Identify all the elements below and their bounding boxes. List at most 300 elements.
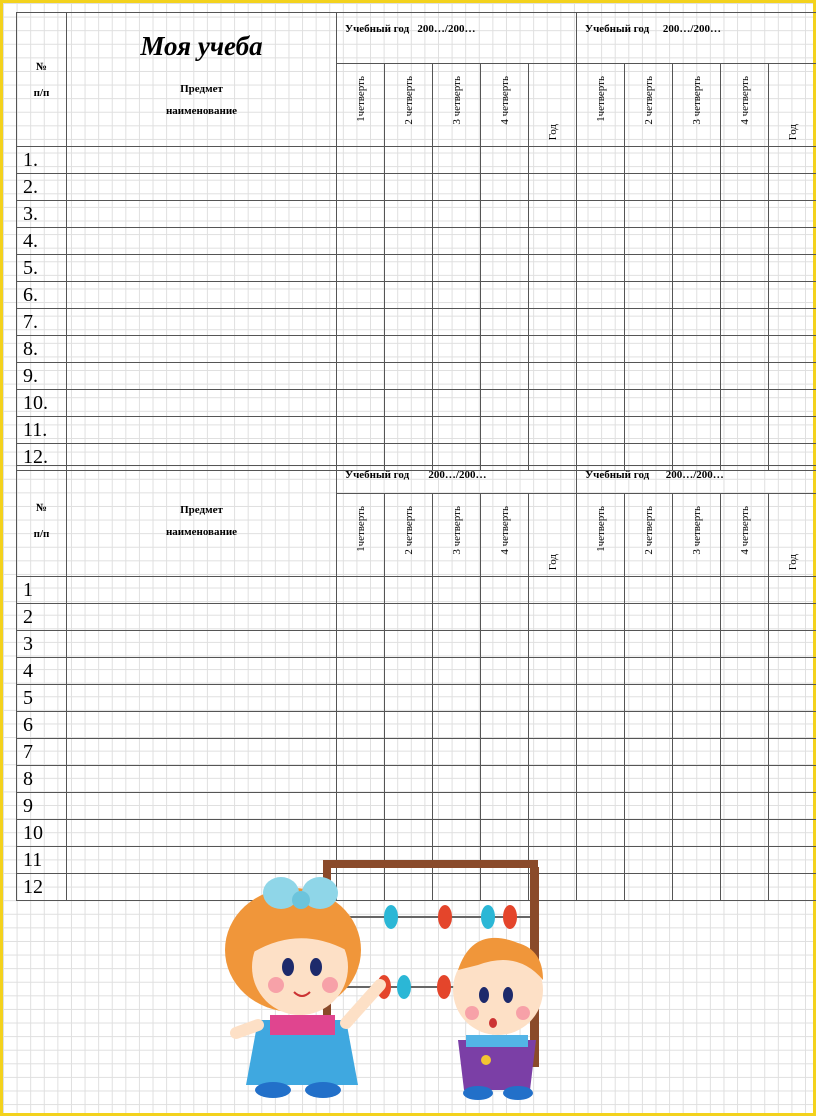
grade-cell[interactable] bbox=[673, 766, 721, 793]
row-number: 7. bbox=[17, 309, 67, 336]
grade-cell[interactable] bbox=[385, 282, 433, 309]
grade-cell[interactable] bbox=[625, 228, 673, 255]
grade-cell[interactable] bbox=[769, 336, 816, 363]
number-header-symbol: № bbox=[35, 502, 48, 514]
subject-cell[interactable] bbox=[67, 174, 337, 201]
grade-cell[interactable] bbox=[721, 282, 769, 309]
grade-cell[interactable] bbox=[625, 309, 673, 336]
grade-cell[interactable] bbox=[577, 417, 625, 444]
grade-cell[interactable] bbox=[385, 390, 433, 417]
grade-cell[interactable] bbox=[721, 820, 769, 847]
table-row bbox=[17, 685, 816, 712]
grade-cell[interactable] bbox=[721, 147, 769, 174]
grade-cell[interactable] bbox=[385, 336, 433, 363]
subject-header bbox=[67, 13, 337, 147]
grade-cell[interactable] bbox=[769, 417, 816, 444]
subject-cell[interactable] bbox=[67, 766, 337, 793]
table-row bbox=[17, 631, 816, 658]
subject-cell[interactable] bbox=[67, 282, 337, 309]
subject-cell[interactable] bbox=[67, 417, 337, 444]
grade-cell[interactable] bbox=[673, 336, 721, 363]
grade-cell[interactable] bbox=[481, 793, 529, 820]
grade-cell[interactable] bbox=[769, 255, 816, 282]
grade-cell[interactable] bbox=[577, 712, 625, 739]
subject-header-line1: Предмет bbox=[180, 504, 223, 516]
grade-cell[interactable] bbox=[337, 363, 385, 390]
grade-cell[interactable] bbox=[625, 147, 673, 174]
grade-cell[interactable] bbox=[433, 363, 481, 390]
grade-cell[interactable] bbox=[577, 631, 625, 658]
grade-cell[interactable] bbox=[721, 847, 769, 874]
grade-cell[interactable] bbox=[433, 631, 481, 658]
grade-cell[interactable] bbox=[577, 201, 625, 228]
subject-cell[interactable] bbox=[67, 147, 337, 174]
row-number: 5 bbox=[17, 685, 67, 712]
grade-cell[interactable] bbox=[673, 820, 721, 847]
grade-cell[interactable] bbox=[769, 390, 816, 417]
grade-cell[interactable] bbox=[433, 577, 481, 604]
row-number: 9. bbox=[17, 363, 67, 390]
grade-cell[interactable] bbox=[433, 174, 481, 201]
row-number: 6. bbox=[17, 282, 67, 309]
row-number: 11 bbox=[17, 847, 67, 874]
grade-cell[interactable] bbox=[337, 820, 385, 847]
grade-cell[interactable] bbox=[385, 147, 433, 174]
grade-cell[interactable] bbox=[337, 658, 385, 685]
grade-cell[interactable] bbox=[769, 282, 816, 309]
grade-cell[interactable] bbox=[577, 766, 625, 793]
grade-cell[interactable] bbox=[769, 363, 816, 390]
grade-cell[interactable] bbox=[529, 228, 577, 255]
grade-cell[interactable] bbox=[385, 363, 433, 390]
grade-cell[interactable] bbox=[529, 282, 577, 309]
grade-cell[interactable] bbox=[577, 874, 625, 901]
grade-cell[interactable] bbox=[433, 820, 481, 847]
grade-cell[interactable] bbox=[625, 820, 673, 847]
grade-cell[interactable] bbox=[577, 174, 625, 201]
grade-cell[interactable] bbox=[529, 336, 577, 363]
grade-cell[interactable] bbox=[577, 309, 625, 336]
grade-cell[interactable] bbox=[337, 712, 385, 739]
grade-cell[interactable] bbox=[721, 739, 769, 766]
grade-cell[interactable] bbox=[385, 577, 433, 604]
grade-cell[interactable] bbox=[625, 390, 673, 417]
row-number: 3 bbox=[17, 631, 67, 658]
row-number: 3. bbox=[17, 201, 67, 228]
grade-cell[interactable] bbox=[433, 147, 481, 174]
table-row bbox=[17, 363, 816, 390]
grade-cell[interactable] bbox=[721, 685, 769, 712]
grade-cell[interactable] bbox=[577, 739, 625, 766]
grade-cell[interactable] bbox=[337, 604, 385, 631]
column-header: 2 четверть bbox=[625, 494, 673, 577]
grade-cell[interactable] bbox=[721, 336, 769, 363]
grade-cell[interactable] bbox=[481, 309, 529, 336]
grade-cell[interactable] bbox=[625, 847, 673, 874]
grade-cell[interactable] bbox=[337, 766, 385, 793]
grade-cell[interactable] bbox=[577, 390, 625, 417]
children-abacus-illustration bbox=[218, 855, 558, 1105]
grade-cell[interactable] bbox=[769, 147, 816, 174]
subject-cell[interactable] bbox=[67, 658, 337, 685]
grade-cell[interactable] bbox=[721, 228, 769, 255]
table-row bbox=[17, 390, 816, 417]
grade-cell[interactable] bbox=[577, 363, 625, 390]
subject-cell[interactable] bbox=[67, 363, 337, 390]
grade-cell[interactable] bbox=[433, 228, 481, 255]
subject-cell[interactable] bbox=[67, 390, 337, 417]
grade-cell[interactable] bbox=[721, 174, 769, 201]
grade-cell[interactable] bbox=[721, 631, 769, 658]
grade-cell[interactable] bbox=[673, 793, 721, 820]
grade-cell[interactable] bbox=[721, 874, 769, 901]
grade-cell[interactable] bbox=[577, 820, 625, 847]
grade-cell[interactable] bbox=[337, 174, 385, 201]
grade-cell[interactable] bbox=[529, 309, 577, 336]
row-number: 6 bbox=[17, 712, 67, 739]
grade-cell[interactable] bbox=[529, 766, 577, 793]
column-header: 1четверть bbox=[337, 494, 385, 577]
grade-cell[interactable] bbox=[337, 228, 385, 255]
grade-cell[interactable] bbox=[481, 201, 529, 228]
grade-cell[interactable] bbox=[481, 282, 529, 309]
row-number: 2 bbox=[17, 604, 67, 631]
grade-cell[interactable] bbox=[433, 309, 481, 336]
subject-cell[interactable] bbox=[67, 255, 337, 282]
abacus-bead bbox=[397, 975, 411, 999]
grade-cell[interactable] bbox=[625, 604, 673, 631]
subject-cell[interactable] bbox=[67, 309, 337, 336]
table-row bbox=[17, 147, 816, 174]
grade-cell[interactable] bbox=[433, 658, 481, 685]
grade-cell[interactable] bbox=[481, 577, 529, 604]
grade-cell[interactable] bbox=[721, 658, 769, 685]
grade-cell[interactable] bbox=[481, 739, 529, 766]
column-header: 3 четверть bbox=[433, 494, 481, 577]
grade-cell[interactable] bbox=[769, 174, 816, 201]
grade-cell[interactable] bbox=[721, 712, 769, 739]
grade-cell[interactable] bbox=[433, 390, 481, 417]
column-header: 4 четверть bbox=[721, 494, 769, 577]
grade-cell[interactable] bbox=[433, 201, 481, 228]
grade-cell[interactable] bbox=[673, 658, 721, 685]
grade-cell[interactable] bbox=[481, 174, 529, 201]
column-header: 2 четверть bbox=[625, 64, 673, 147]
table-row bbox=[17, 739, 816, 766]
column-header: 4 четверть bbox=[481, 64, 529, 147]
grade-cell[interactable] bbox=[481, 712, 529, 739]
grade-cell[interactable] bbox=[433, 417, 481, 444]
grade-cell[interactable] bbox=[625, 712, 673, 739]
grade-cell[interactable] bbox=[337, 390, 385, 417]
number-header bbox=[17, 13, 67, 147]
grade-cell[interactable] bbox=[337, 255, 385, 282]
abacus-bead bbox=[503, 905, 517, 929]
grade-cell[interactable] bbox=[673, 255, 721, 282]
grade-cell[interactable] bbox=[433, 766, 481, 793]
row-number: 2. bbox=[17, 174, 67, 201]
grade-cell[interactable] bbox=[529, 577, 577, 604]
subject-cell[interactable] bbox=[67, 336, 337, 363]
grade-cell[interactable] bbox=[577, 147, 625, 174]
grade-cell[interactable] bbox=[577, 604, 625, 631]
grade-cell[interactable] bbox=[625, 282, 673, 309]
table-row bbox=[17, 201, 816, 228]
grade-cell[interactable] bbox=[481, 363, 529, 390]
table-row bbox=[17, 712, 816, 739]
subject-cell[interactable] bbox=[67, 201, 337, 228]
grade-cell[interactable] bbox=[337, 201, 385, 228]
row-number: 12. bbox=[17, 444, 67, 471]
grade-cell[interactable] bbox=[481, 685, 529, 712]
grade-cell[interactable] bbox=[529, 417, 577, 444]
grade-cell[interactable] bbox=[433, 282, 481, 309]
grade-cell[interactable] bbox=[673, 577, 721, 604]
subject-cell[interactable] bbox=[67, 577, 337, 604]
grade-cell[interactable] bbox=[625, 363, 673, 390]
grade-cell[interactable] bbox=[577, 255, 625, 282]
row-number: 7 bbox=[17, 739, 67, 766]
grade-cell[interactable] bbox=[625, 631, 673, 658]
subject-header-line1: Предмет bbox=[180, 83, 223, 95]
grade-cell[interactable] bbox=[481, 766, 529, 793]
grade-cell[interactable] bbox=[481, 417, 529, 444]
grade-cell[interactable] bbox=[385, 820, 433, 847]
grade-cell[interactable] bbox=[481, 336, 529, 363]
grade-cell[interactable] bbox=[625, 793, 673, 820]
grade-cell[interactable] bbox=[769, 874, 816, 901]
grade-cell[interactable] bbox=[673, 390, 721, 417]
grade-cell[interactable] bbox=[337, 793, 385, 820]
table-row bbox=[17, 658, 816, 685]
grade-cell[interactable] bbox=[769, 847, 816, 874]
grade-cell[interactable] bbox=[481, 390, 529, 417]
grade-cell[interactable] bbox=[385, 793, 433, 820]
grade-cell[interactable] bbox=[337, 147, 385, 174]
column-header: 3 четверть bbox=[673, 64, 721, 147]
grade-cell[interactable] bbox=[385, 685, 433, 712]
grade-cell[interactable] bbox=[625, 255, 673, 282]
grade-cell[interactable] bbox=[721, 417, 769, 444]
row-number: 8. bbox=[17, 336, 67, 363]
subject-cell[interactable] bbox=[67, 739, 337, 766]
grade-cell[interactable] bbox=[625, 658, 673, 685]
table-row bbox=[17, 336, 816, 363]
grade-cell[interactable] bbox=[721, 577, 769, 604]
table-row bbox=[17, 309, 816, 336]
subject-cell[interactable] bbox=[67, 820, 337, 847]
grade-cell[interactable] bbox=[625, 417, 673, 444]
subject-cell[interactable] bbox=[67, 604, 337, 631]
grade-cell[interactable] bbox=[433, 255, 481, 282]
grade-cell[interactable] bbox=[481, 820, 529, 847]
grade-cell[interactable] bbox=[577, 685, 625, 712]
grade-cell[interactable] bbox=[433, 685, 481, 712]
grade-cell[interactable] bbox=[625, 766, 673, 793]
subject-cell[interactable] bbox=[67, 793, 337, 820]
grade-cell[interactable] bbox=[337, 577, 385, 604]
grade-cell[interactable] bbox=[769, 766, 816, 793]
grade-cell[interactable] bbox=[769, 685, 816, 712]
grade-cell[interactable] bbox=[433, 336, 481, 363]
grade-cell[interactable] bbox=[529, 255, 577, 282]
grade-cell[interactable] bbox=[529, 363, 577, 390]
grade-cell[interactable] bbox=[385, 739, 433, 766]
grade-cell[interactable] bbox=[529, 685, 577, 712]
grade-cell[interactable] bbox=[721, 604, 769, 631]
grade-cell[interactable] bbox=[673, 847, 721, 874]
grade-cell[interactable] bbox=[337, 631, 385, 658]
column-header: 1четверть bbox=[577, 494, 625, 577]
row-number: 9 bbox=[17, 793, 67, 820]
grade-cell[interactable] bbox=[529, 820, 577, 847]
grade-cell[interactable] bbox=[385, 417, 433, 444]
grade-cell[interactable] bbox=[673, 712, 721, 739]
grade-cell[interactable] bbox=[529, 739, 577, 766]
grade-cell[interactable] bbox=[625, 201, 673, 228]
row-number: 5. bbox=[17, 255, 67, 282]
grade-cell[interactable] bbox=[385, 766, 433, 793]
grade-cell[interactable] bbox=[625, 577, 673, 604]
grade-cell[interactable] bbox=[529, 631, 577, 658]
grade-cell[interactable] bbox=[769, 201, 816, 228]
column-header: Год bbox=[529, 494, 577, 577]
grade-cell[interactable] bbox=[433, 712, 481, 739]
grade-cell[interactable] bbox=[433, 604, 481, 631]
grade-cell[interactable] bbox=[385, 228, 433, 255]
grade-cell[interactable] bbox=[769, 658, 816, 685]
grade-cell[interactable] bbox=[721, 363, 769, 390]
grade-cell[interactable] bbox=[385, 604, 433, 631]
grade-cell[interactable] bbox=[769, 793, 816, 820]
school-year-header: Учебный год 200…/200… bbox=[337, 466, 577, 494]
grade-cell[interactable] bbox=[721, 766, 769, 793]
grade-cell[interactable] bbox=[721, 793, 769, 820]
grade-cell[interactable] bbox=[577, 282, 625, 309]
grade-cell[interactable] bbox=[769, 631, 816, 658]
grade-cell[interactable] bbox=[769, 712, 816, 739]
grade-cell[interactable] bbox=[337, 417, 385, 444]
grade-cell[interactable] bbox=[385, 174, 433, 201]
grade-cell[interactable] bbox=[577, 658, 625, 685]
grade-cell[interactable] bbox=[673, 685, 721, 712]
grade-cell[interactable] bbox=[481, 631, 529, 658]
number-header-label: п/п bbox=[33, 528, 50, 540]
grade-cell[interactable] bbox=[673, 309, 721, 336]
grade-cell[interactable] bbox=[529, 604, 577, 631]
grade-cell[interactable] bbox=[577, 228, 625, 255]
grade-cell[interactable] bbox=[721, 255, 769, 282]
grade-cell[interactable] bbox=[769, 739, 816, 766]
grade-cell[interactable] bbox=[673, 282, 721, 309]
column-header: Год bbox=[529, 64, 577, 147]
grade-cell[interactable] bbox=[481, 658, 529, 685]
subject-cell[interactable] bbox=[67, 685, 337, 712]
grade-cell[interactable] bbox=[673, 201, 721, 228]
grade-cell[interactable] bbox=[673, 147, 721, 174]
table-row bbox=[17, 174, 816, 201]
grade-cell[interactable] bbox=[529, 174, 577, 201]
grade-cell[interactable] bbox=[433, 739, 481, 766]
grade-cell[interactable] bbox=[529, 201, 577, 228]
grade-cell[interactable] bbox=[577, 577, 625, 604]
grade-cell[interactable] bbox=[673, 228, 721, 255]
subject-header bbox=[67, 466, 337, 577]
grade-cell[interactable] bbox=[673, 363, 721, 390]
grade-cell[interactable] bbox=[529, 793, 577, 820]
column-header: Год bbox=[769, 494, 816, 577]
column-header: 1четверть bbox=[577, 64, 625, 147]
row-number: 12 bbox=[17, 874, 67, 901]
grade-cell[interactable] bbox=[721, 390, 769, 417]
grade-cell[interactable] bbox=[769, 228, 816, 255]
grade-cell[interactable] bbox=[769, 820, 816, 847]
grade-cell[interactable] bbox=[769, 309, 816, 336]
column-header: 4 четверть bbox=[721, 64, 769, 147]
grade-cell[interactable] bbox=[337, 739, 385, 766]
grade-cell[interactable] bbox=[625, 685, 673, 712]
table-row bbox=[17, 255, 816, 282]
row-number: 1. bbox=[17, 147, 67, 174]
grade-cell[interactable] bbox=[529, 658, 577, 685]
grade-cell[interactable] bbox=[625, 336, 673, 363]
grade-cell[interactable] bbox=[721, 201, 769, 228]
grade-cell[interactable] bbox=[433, 793, 481, 820]
grade-cell[interactable] bbox=[337, 309, 385, 336]
grade-cell[interactable] bbox=[481, 604, 529, 631]
grade-cell[interactable] bbox=[481, 255, 529, 282]
grade-cell[interactable] bbox=[337, 282, 385, 309]
grade-cell[interactable] bbox=[529, 390, 577, 417]
row-number: 10. bbox=[17, 390, 67, 417]
subject-cell[interactable] bbox=[67, 712, 337, 739]
grade-cell[interactable] bbox=[337, 336, 385, 363]
grade-cell[interactable] bbox=[673, 631, 721, 658]
grades-table-2 bbox=[16, 465, 816, 901]
grade-cell[interactable] bbox=[673, 417, 721, 444]
grade-cell[interactable] bbox=[721, 309, 769, 336]
grade-cell[interactable] bbox=[625, 174, 673, 201]
grade-cell[interactable] bbox=[577, 847, 625, 874]
grade-cell[interactable] bbox=[385, 255, 433, 282]
subject-cell[interactable] bbox=[67, 631, 337, 658]
grade-cell[interactable] bbox=[769, 604, 816, 631]
grade-cell[interactable] bbox=[769, 577, 816, 604]
grade-cell[interactable] bbox=[673, 874, 721, 901]
grade-cell[interactable] bbox=[577, 336, 625, 363]
grade-cell[interactable] bbox=[673, 739, 721, 766]
grade-cell[interactable] bbox=[529, 147, 577, 174]
abacus-bead bbox=[438, 905, 452, 929]
grade-cell[interactable] bbox=[625, 874, 673, 901]
grade-cell[interactable] bbox=[385, 201, 433, 228]
grade-cell[interactable] bbox=[529, 712, 577, 739]
grade-cell[interactable] bbox=[673, 604, 721, 631]
grade-cell[interactable] bbox=[625, 739, 673, 766]
subject-cell[interactable] bbox=[67, 228, 337, 255]
grade-cell[interactable] bbox=[337, 685, 385, 712]
grade-cell[interactable] bbox=[385, 631, 433, 658]
grade-cell[interactable] bbox=[385, 712, 433, 739]
grade-cell[interactable] bbox=[481, 147, 529, 174]
grade-cell[interactable] bbox=[673, 174, 721, 201]
grade-cell[interactable] bbox=[385, 309, 433, 336]
grade-cell[interactable] bbox=[577, 793, 625, 820]
grade-cell[interactable] bbox=[385, 658, 433, 685]
column-header: 1четверть bbox=[337, 64, 385, 147]
table-row bbox=[17, 417, 816, 444]
grade-cell[interactable] bbox=[481, 228, 529, 255]
